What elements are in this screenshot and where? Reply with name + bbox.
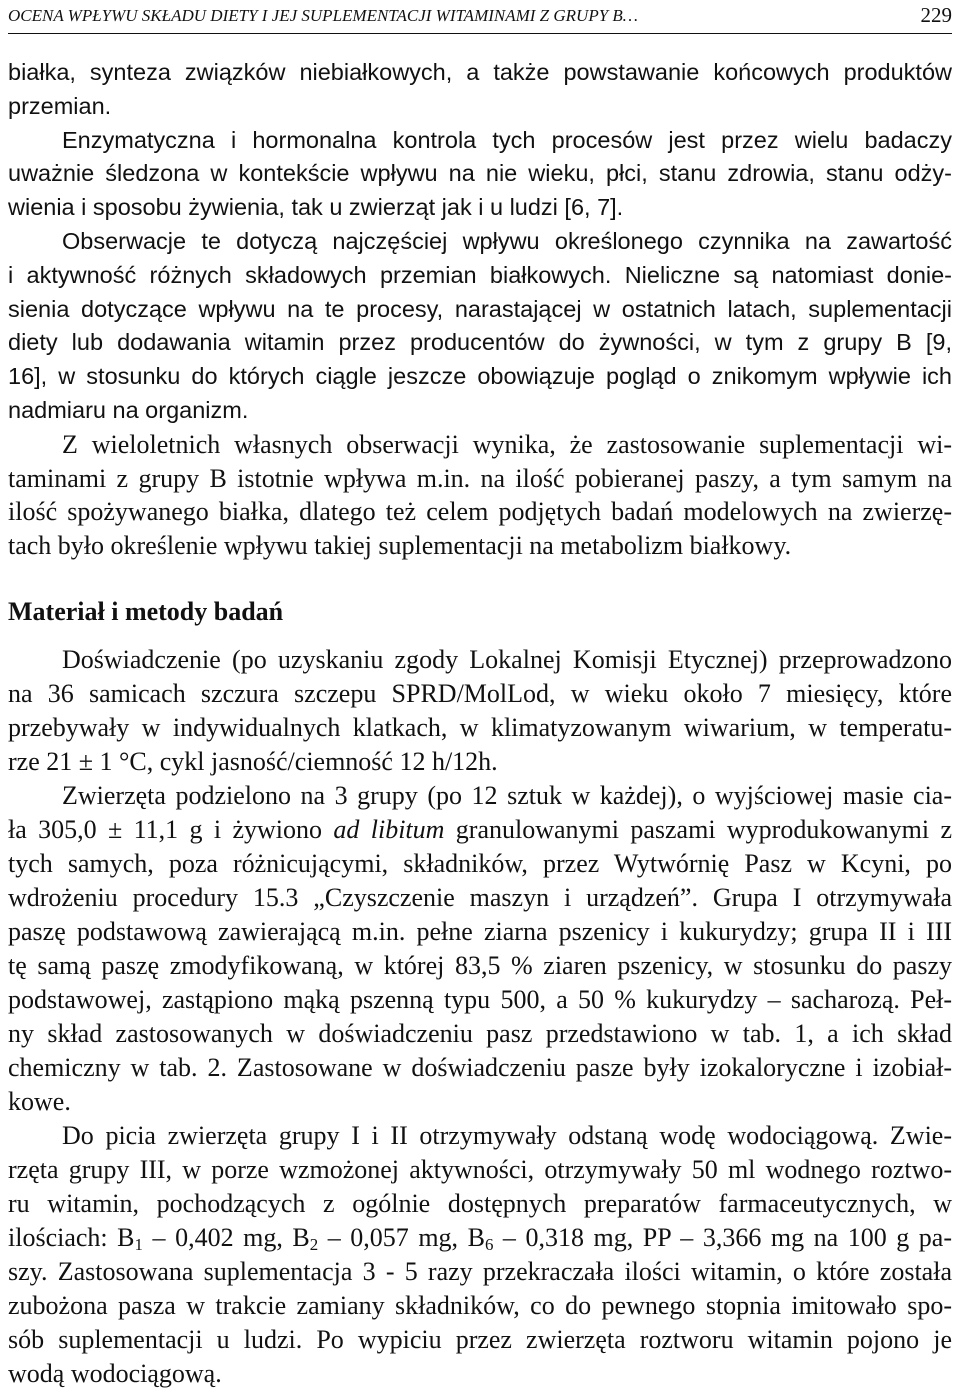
text-line: ru witamin, pochodzących z ogólnie dostępnych preparatów farmaceutycznych, w	[8, 1188, 952, 1218]
subscript: 2	[309, 1235, 319, 1255]
text-segment: – 0,057 mg, B	[318, 1222, 485, 1252]
text-line: na 36 samicach szczura szczepu SPRD/MolLod, w wieku około 7 miesięcy, które	[8, 678, 952, 708]
methods-text	[8, 643, 952, 1391]
text-line: zubożona pasza w trakcie zamiany składników, co do pewnego stopnia imitowało spo-	[8, 1290, 952, 1320]
text-segment: ilościach: B	[8, 1222, 135, 1252]
text-line: przebywały w indywidualnych klatkach, w klimatyzowanym wiwarium, w temperatu-	[8, 712, 952, 742]
text-line: ny skład zastosowanych w doświadczeniu pasz przedstawiono w tab. 1, a ich skład	[8, 1018, 952, 1048]
paragraph	[8, 1119, 952, 1391]
subscript: 1	[134, 1235, 143, 1255]
text-line: i aktywność różnych składowych przemian białkowych. Nieliczne są natomiast donie-	[8, 261, 952, 288]
text-line: nadmiaru na organizm.	[8, 396, 249, 423]
paragraph	[8, 428, 952, 563]
intro-text	[8, 56, 952, 563]
text-line: wienia i sposobu żywienia, tak u zwierząt jak i u ludzi [6, 7].	[8, 194, 624, 221]
text-line: przemian.	[8, 92, 112, 119]
text-line: sienia dotyczące wpływu na te procesy, narastającej w ostatnich latach, suplementacji	[8, 295, 952, 322]
running-title: OCENA WPŁYWU SKŁADU DIETY I JEJ SUPLEMENTACJI WITAMINAMI Z GRUPY B…	[8, 6, 638, 25]
text-line: Do picia zwierzęta grupy I i II otrzymywały odstaną wodę wodociągową. Zwie-	[62, 1120, 952, 1150]
text-line: Z wieloletnich własnych obserwacji wynika, że zastosowanie suplementacji wi-	[62, 429, 952, 459]
paragraph	[8, 56, 952, 124]
paragraph	[8, 124, 952, 225]
text-line: chemiczny w tab. 2. Zastosowane w doświadczeniu pasze były izokaloryczne i izobiał-	[8, 1052, 952, 1082]
text-line: rzęta grupy III, w porze wzmożonej aktywności, otrzymywały 50 ml wodnego roztwo-	[8, 1154, 952, 1184]
subscript: 6	[484, 1235, 494, 1255]
text-line: tę samą paszę zmodyfikowaną, w której 83,5 % ziaren pszenicy, w stosunku do paszy	[8, 950, 952, 980]
text-segment: – 0,318 mg, PP – 3,366 mg na 100 g pa-	[493, 1222, 953, 1252]
text-line: paszę podstawową zawierającą m.in. pełne ziarna pszenicy i kukurydzy; grupa II i III	[8, 916, 952, 946]
text-line: szy. Zastosowana suplementacja 3 - 5 razy przekraczała ilości witamin, o które została	[8, 1256, 952, 1286]
page-number: 229	[920, 3, 952, 27]
text-line: tych samych, poza różnicującymi, składników, przez Wytwórnię Pasz w Kcyni, po	[8, 848, 952, 878]
text-line: białka, synteza związków niebiałkowych, a także powstawanie końcowych produktów	[8, 59, 952, 85]
text-line: wodą wodociągową.	[8, 1358, 222, 1388]
text-line	[8, 1221, 952, 1255]
text-line	[8, 813, 952, 847]
text-line: sób suplementacji u ludzi. Po wypiciu przez zwierzęta roztworu witamin pojono je	[8, 1324, 952, 1354]
text-line: Obserwacje te dotyczą najczęściej wpływu określonego czynnika na zawartość	[62, 227, 952, 254]
text-line: 16], w stosunku do których ciągle jeszcze obowiązuje pogląd o znikomym wpływie ich	[8, 363, 952, 390]
text-line: uważnie śledzona w kontekście wpływu na nie wieku, płci, stanu zdrowia, stanu odży-	[8, 160, 952, 187]
text-line: diety lub dodawania witamin przez producentów do żywności, w tym z grupy B [9,	[8, 329, 952, 356]
text-segment: granulowanymi paszami wyprodukowanymi z	[444, 814, 953, 844]
text-line: Enzymatyczna i hormonalna kontrola tych procesów jest przez wielu badaczy	[62, 126, 952, 153]
text-line: Doświadczenie (po uzyskaniu zgody Lokalnej Komisji Etycznej) przeprowadzono	[62, 644, 952, 674]
text-line: taminami z grupy B istotnie wpływa m.in. na ilość pobieranej paszy, a tym samym na	[8, 463, 952, 493]
text-line: Zwierzęta podzielono na 3 grupy (po 12 sztuk w każdej), o wyjściowej masie cia-	[62, 780, 952, 810]
running-header	[8, 0, 952, 34]
paragraph	[8, 225, 952, 428]
text-segment: – 0,402 mg, B	[142, 1222, 310, 1252]
text-line: wdrożeniu procedury 15.3 „Czyszczenie maszyn i urządzeń”. Grupa I otrzymywała	[8, 882, 952, 912]
section-heading: Materiał i metody badań	[8, 596, 284, 626]
text-segment: ła 305,0 ± 11,1 g i żywiono	[8, 814, 334, 844]
italic-term: ad libitum	[333, 814, 445, 844]
text-line: rze 21 ± 1 °C, cykl jasność/ciemność 12 h/12h.	[8, 746, 498, 776]
text-line: kowe.	[8, 1086, 71, 1116]
paragraph	[8, 643, 952, 779]
text-line: ilość spożywanego białka, dlatego też celem podjętych badań modelowych na zwierzę-	[8, 497, 952, 527]
text-line: podstawowej, zastąpiono mąką pszenną typu 500, a 50 % kukurydzy – sacharozą. Peł-	[8, 984, 952, 1014]
paragraph	[8, 779, 952, 1119]
text-line: tach było określenie wpływu takiej suplementacji na metabolizm białkowy.	[8, 531, 792, 561]
